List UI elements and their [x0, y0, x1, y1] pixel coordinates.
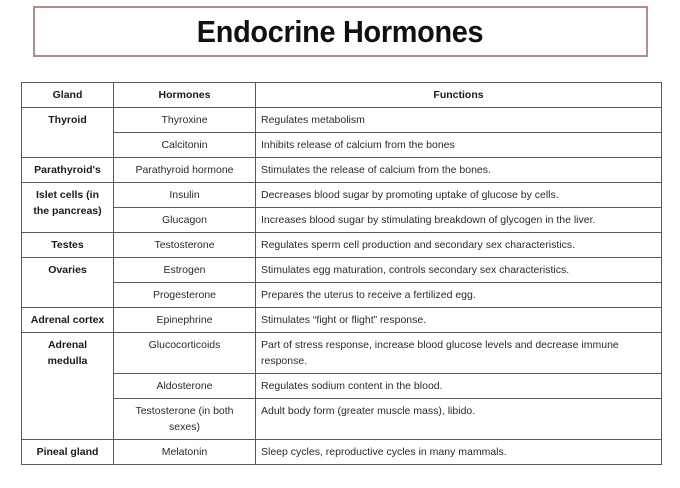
table-header-row	[22, 83, 662, 108]
hormone-cell: Parathyroid hormone	[114, 158, 256, 183]
table-row	[22, 374, 662, 399]
table-row	[22, 440, 662, 465]
endocrine-hormones-table	[21, 82, 662, 465]
function-cell: Sleep cycles, reproductive cycles in many mammals.	[256, 440, 662, 465]
table-row	[22, 399, 662, 440]
header-functions: Functions	[256, 83, 662, 108]
title-box	[33, 6, 648, 57]
function-cell: Stimulates “fight or flight” response.	[256, 308, 662, 333]
table-row	[22, 283, 662, 308]
function-cell: Regulates sodium content in the blood.	[256, 374, 662, 399]
hormone-cell: Estrogen	[114, 258, 256, 283]
table-row	[22, 333, 662, 374]
table-row	[22, 308, 662, 333]
function-cell: Regulates metabolism	[256, 108, 662, 133]
table-row	[22, 108, 662, 133]
hormone-cell: Testosterone	[114, 233, 256, 258]
hormone-cell: Glucagon	[114, 208, 256, 233]
table-row	[22, 183, 662, 208]
gland-cell: Parathyroid's	[22, 158, 114, 183]
table-row	[22, 258, 662, 283]
function-cell: Part of stress response, increase blood glucose levels and decrease immune response.	[256, 333, 662, 374]
function-cell: Regulates sperm cell production and secondary sex characteristics.	[256, 233, 662, 258]
hormone-cell: Progesterone	[114, 283, 256, 308]
hormone-cell: Melatonin	[114, 440, 256, 465]
gland-cell: Adrenal medulla	[22, 333, 114, 440]
table-row	[22, 233, 662, 258]
gland-cell: Pineal gland	[22, 440, 114, 465]
function-cell: Inhibits release of calcium from the bones	[256, 133, 662, 158]
function-cell: Adult body form (greater muscle mass), libido.	[256, 399, 662, 440]
header-hormones: Hormones	[114, 83, 256, 108]
hormone-cell: Calcitonin	[114, 133, 256, 158]
table-row	[22, 158, 662, 183]
gland-cell: Adrenal cortex	[22, 308, 114, 333]
function-cell: Stimulates egg maturation, controls secondary sex characteristics.	[256, 258, 662, 283]
table-row	[22, 133, 662, 158]
function-cell: Increases blood sugar by stimulating breakdown of glycogen in the liver.	[256, 208, 662, 233]
function-cell: Decreases blood sugar by promoting uptake of glucose by cells.	[256, 183, 662, 208]
gland-cell: Thyroid	[22, 108, 114, 158]
header-gland: Gland	[22, 83, 114, 108]
page-title: Endocrine Hormones	[197, 13, 484, 49]
function-cell: Prepares the uterus to receive a fertilized egg.	[256, 283, 662, 308]
hormone-cell: Aldosterone	[114, 374, 256, 399]
gland-cell: Testes	[22, 233, 114, 258]
gland-cell: Ovaries	[22, 258, 114, 308]
table-row	[22, 208, 662, 233]
gland-cell: Islet cells (in the pancreas)	[22, 183, 114, 233]
hormone-cell: Epinephrine	[114, 308, 256, 333]
hormone-cell: Glucocorticoids	[114, 333, 256, 374]
hormone-cell: Thyroxine	[114, 108, 256, 133]
hormone-cell: Testosterone (in both sexes)	[114, 399, 256, 440]
hormone-cell: Insulin	[114, 183, 256, 208]
function-cell: Stimulates the release of calcium from the bones.	[256, 158, 662, 183]
